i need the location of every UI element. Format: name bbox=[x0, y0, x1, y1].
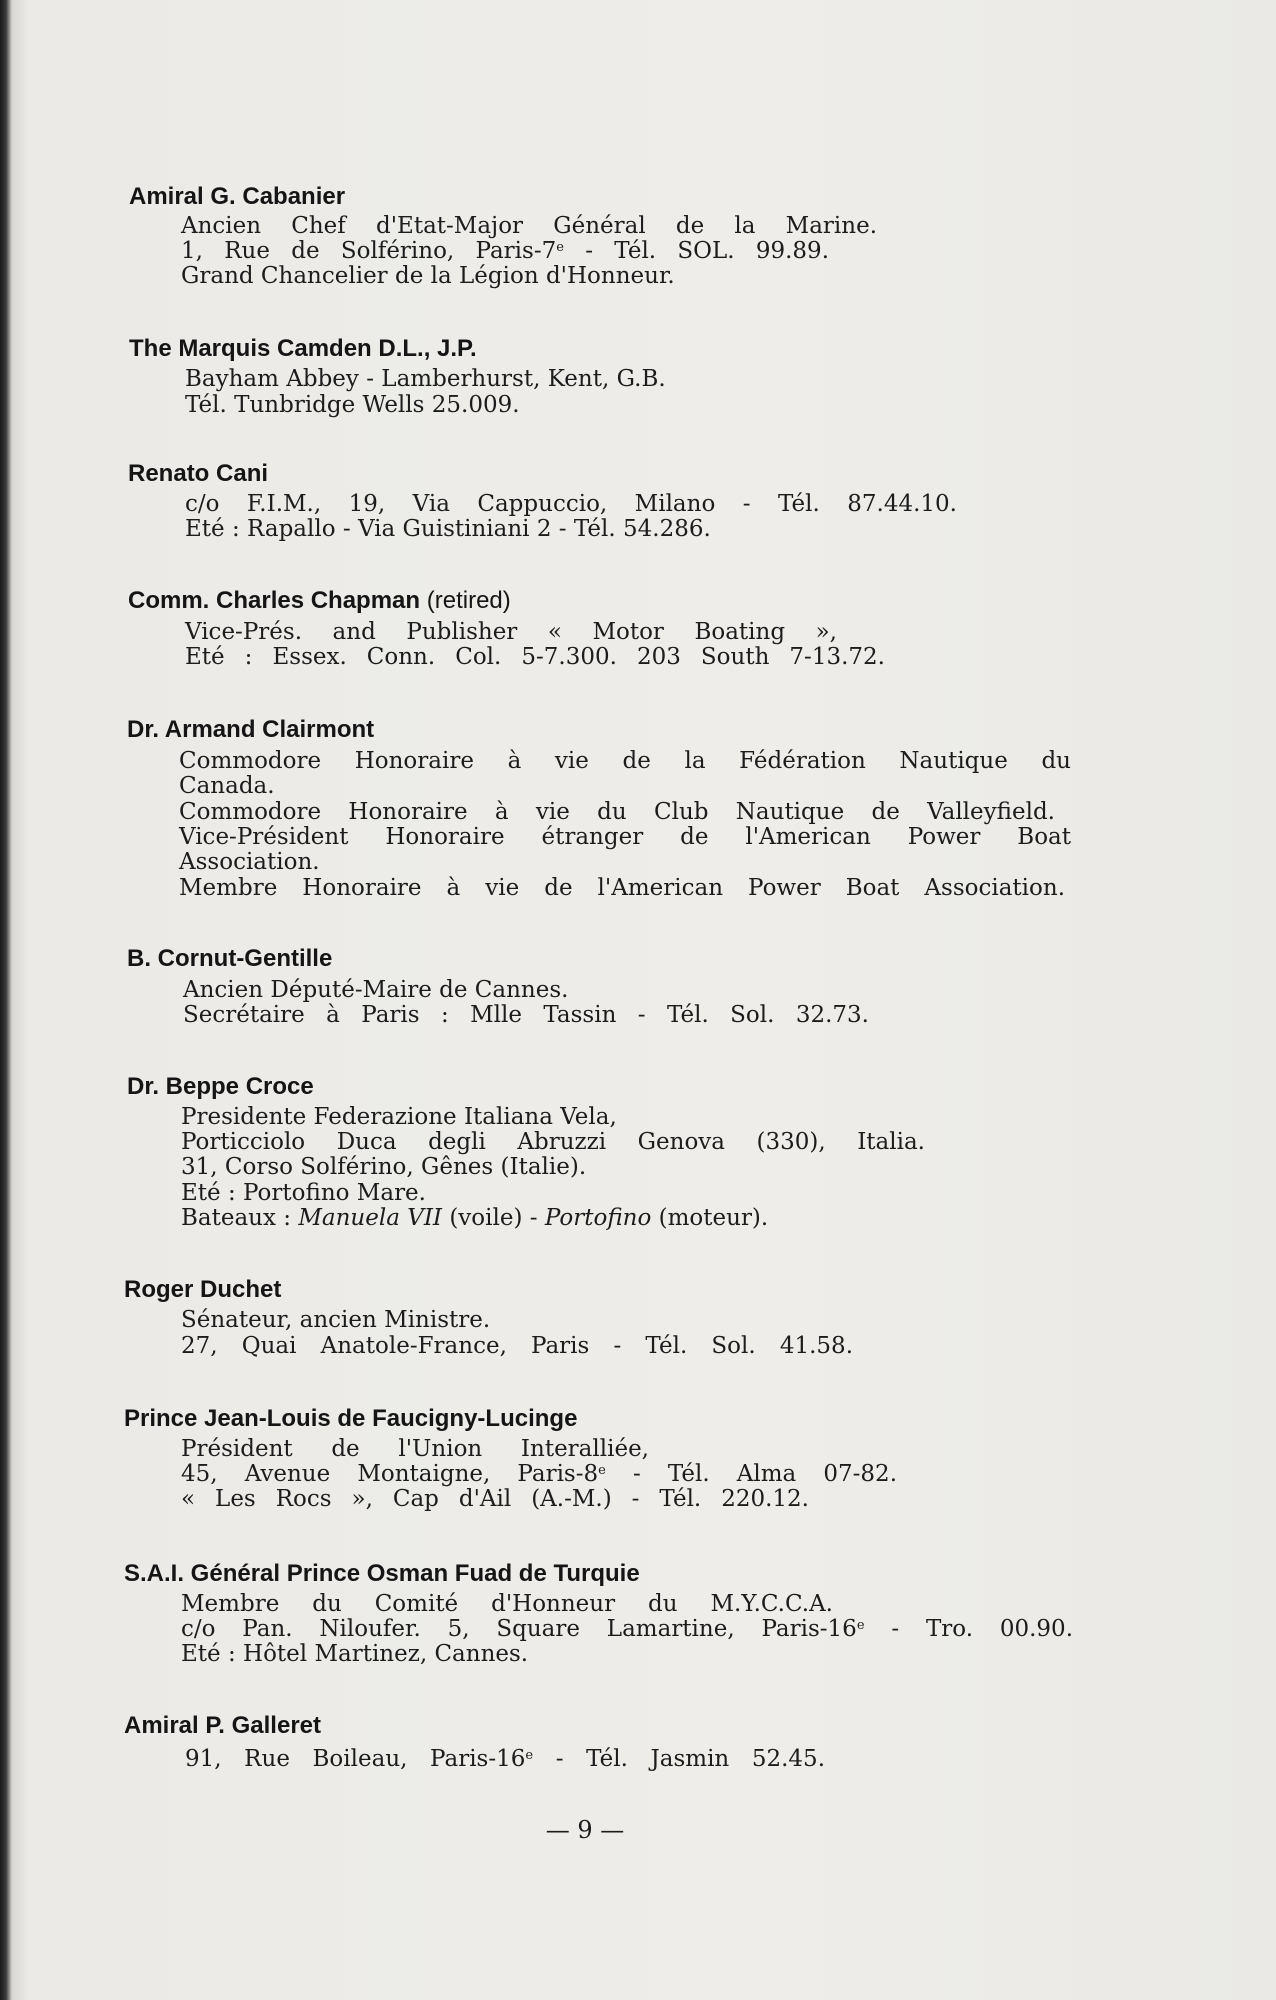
entry-line: Ancien Chef d'Etat-Major Général de la Marine. bbox=[181, 213, 877, 239]
entry-line: Tél. Tunbridge Wells 25.009. bbox=[185, 392, 520, 418]
entry-line: Bayham Abbey - Lamberhurst, Kent, G.B. bbox=[185, 366, 666, 392]
entry-line: Membre Honoraire à vie de l'American Power Boat Association. bbox=[179, 875, 1065, 901]
entry-line: « Les Rocs », Cap d'Ail (A.-M.) - Tél. 220.12. bbox=[181, 1486, 809, 1512]
entry-line: 31, Corso Solférino, Gênes (Italie). bbox=[181, 1154, 587, 1180]
entry-line: Presidente Federazione Italiana Vela, bbox=[181, 1104, 617, 1130]
entry-line: Eté : Hôtel Martinez, Cannes. bbox=[181, 1641, 529, 1667]
boat-type: (voile) - bbox=[449, 1205, 538, 1231]
entry-name: Dr. Beppe Croce bbox=[127, 1073, 314, 1100]
entry-line: Commodore Honoraire à vie de la Fédération Nautique du bbox=[179, 748, 1071, 774]
entry-name: The Marquis Camden D.L., J.P. bbox=[129, 335, 477, 362]
entry-line: 45, Avenue Montaigne, Paris-8e - Tél. Alma 07-82. bbox=[181, 1461, 898, 1487]
entry-name-suffix: (retired) bbox=[426, 587, 511, 614]
entry-name: Amiral G. Cabanier bbox=[129, 183, 346, 210]
entry-line: 27, Quai Anatole-France, Paris - Tél. Sol. 41.58. bbox=[181, 1333, 853, 1359]
entry-line: Porticciolo Duca degli Abruzzi Genova (330), Italia. bbox=[181, 1129, 925, 1155]
entry-line: Ancien Député-Maire de Cannes. bbox=[183, 977, 569, 1003]
entry-name: Renato Cani bbox=[128, 460, 269, 487]
entry-line: 1, Rue de Solférino, Paris-7e - Tél. SOL. 99.89. bbox=[181, 238, 830, 264]
entry-name: Amiral P. Galleret bbox=[124, 1712, 321, 1739]
entry-line: 91, Rue Boileau, Paris-16e - Tél. Jasmin 52.45. bbox=[185, 1746, 826, 1772]
entry-line: c/o Pan. Niloufer. 5, Square Lamartine, Paris-16e - Tro. 00.90. bbox=[181, 1616, 1074, 1642]
entry-line: Grand Chancelier de la Légion d'Honneur. bbox=[181, 263, 675, 289]
entry-line: Sénateur, ancien Ministre. bbox=[181, 1307, 491, 1333]
entry-line: Eté : Rapallo - Via Guistiniani 2 - Tél. 54.286. bbox=[185, 516, 711, 542]
entry-name: S.A.I. Général Prince Osman Fuad de Turquie bbox=[124, 1560, 640, 1587]
entry-line: Vice-Prés. and Publisher « Motor Boating », bbox=[185, 619, 837, 645]
entry-line: Vice-Président Honoraire étranger de l'American Power Boat bbox=[179, 824, 1071, 850]
entry-name: Dr. Armand Clairmont bbox=[127, 716, 375, 743]
boats-label: Bateaux : bbox=[181, 1205, 292, 1231]
boat-name: Portofino bbox=[544, 1205, 652, 1231]
entry-line: Commodore Honoraire à vie du Club Nautique de Valleyfield. bbox=[179, 799, 1055, 825]
entry-line: c/o F.I.M., 19, Via Cappuccio, Milano - Tél. 87.44.10. bbox=[185, 491, 957, 517]
entry-line: Eté : Essex. Conn. Col. 5-7.300. 203 South 7-13.72. bbox=[185, 644, 885, 670]
entry-name: Roger Duchet bbox=[124, 1276, 282, 1303]
entry-line: Secrétaire à Paris : Mlle Tassin - Tél. Sol. 32.73. bbox=[183, 1002, 869, 1028]
entry-name: B. Cornut-Gentille bbox=[127, 945, 333, 972]
entry-line bbox=[181, 1205, 768, 1231]
entry-name: Prince Jean-Louis de Faucigny-Lucinge bbox=[124, 1405, 578, 1432]
entry-line: Canada. bbox=[179, 773, 275, 799]
entry-name-text: Comm. Charles Chapman bbox=[128, 587, 421, 614]
entry-line: Membre du Comité d'Honneur du M.Y.C.C.A. bbox=[181, 1591, 833, 1617]
boat-name: Manuela VII bbox=[298, 1205, 443, 1231]
entry-line: Président de l'Union Interalliée, bbox=[181, 1436, 649, 1462]
page-number: — 9 — bbox=[545, 1816, 625, 1844]
entry-line: Association. bbox=[179, 849, 320, 875]
entry-name bbox=[128, 587, 511, 615]
entry-line: Eté : Portofino Mare. bbox=[181, 1180, 426, 1206]
boat-type: (moteur). bbox=[658, 1205, 769, 1231]
